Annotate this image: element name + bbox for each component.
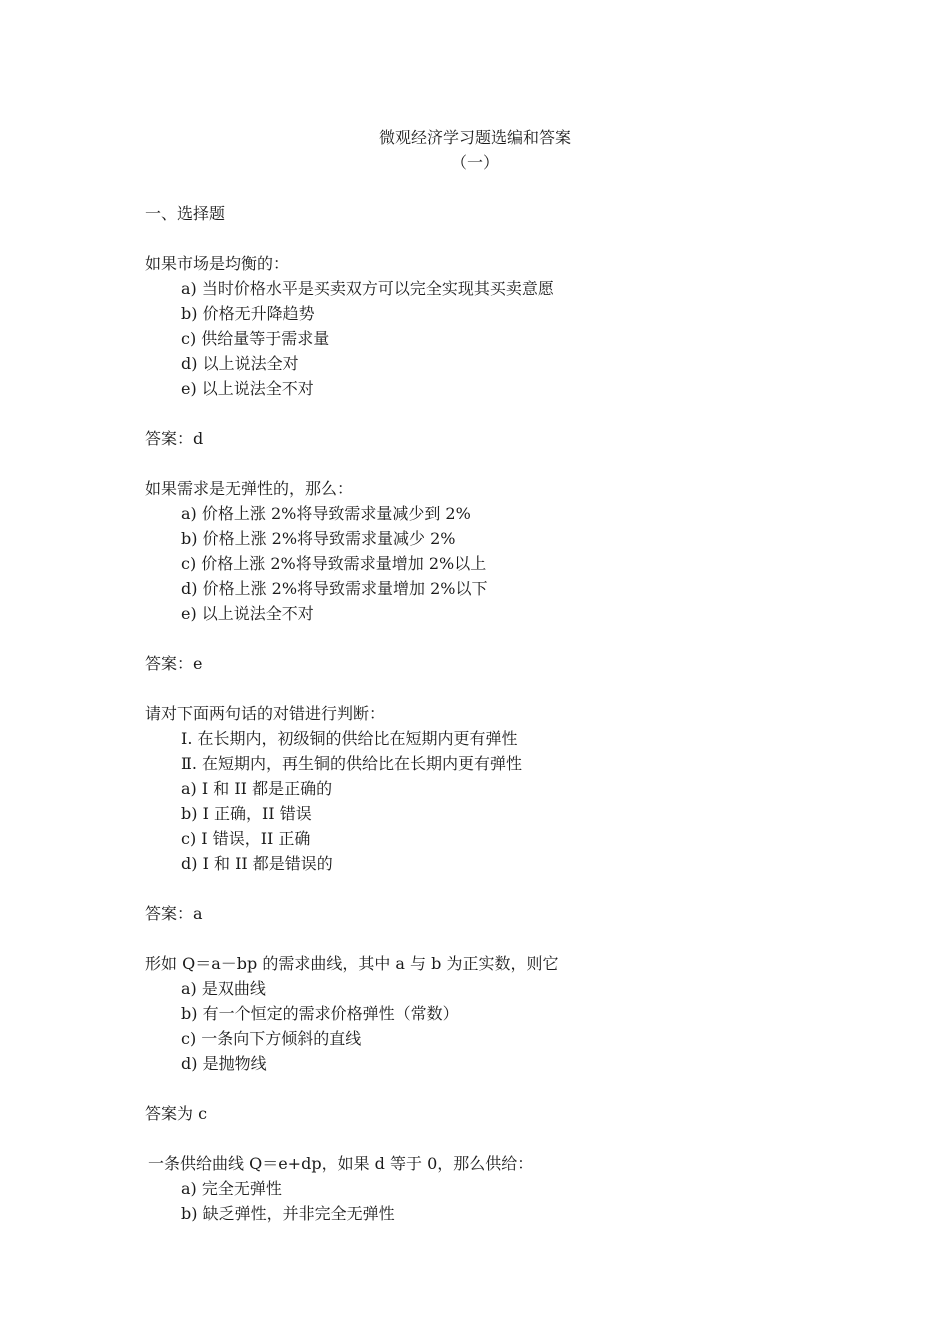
question-block	[145, 251, 845, 476]
question-answer: 答案：d	[145, 429, 204, 448]
question-option: a) 价格上涨 2%将导致需求量减少到 2%	[181, 504, 471, 523]
question-option: c) I 错误，II 正确	[181, 829, 311, 848]
question-block	[145, 1151, 845, 1226]
question-option: b) I 正确，II 错误	[181, 804, 312, 823]
question-answer: 答案：e	[145, 654, 203, 673]
question-option: b) 价格上涨 2%将导致需求量减少 2%	[181, 529, 456, 548]
question-option: d) I 和 II 都是错误的	[181, 854, 333, 873]
question-statement: Ⅰ. 在长期内，初级铜的供给比在短期内更有弹性	[181, 729, 518, 748]
question-option: d) 以上说法全对	[181, 354, 299, 373]
question-statement: Ⅱ. 在短期内，再生铜的供给比在长期内更有弹性	[181, 754, 523, 773]
question-option: c) 价格上涨 2%将导致需求量增加 2%以上	[181, 554, 487, 573]
document-body	[145, 201, 845, 1226]
question-block	[145, 476, 845, 701]
question-option: b) 有一个恒定的需求价格弹性（常数）	[181, 1004, 459, 1023]
question-option: a) I 和 II 都是正确的	[181, 779, 333, 798]
question-option: d) 是抛物线	[181, 1054, 267, 1073]
question-stem: 如果市场是均衡的：	[145, 254, 290, 273]
question-stem: 一条供给曲线 Q＝e+dp，如果 d 等于 0，那么供给：	[148, 1154, 534, 1173]
document-title: 微观经济学习题选编和答案	[378, 128, 571, 147]
section-heading: 一、选择题	[145, 204, 226, 223]
document-subtitle: （一）	[450, 153, 499, 172]
question-option: d) 价格上涨 2%将导致需求量增加 2%以下	[181, 579, 488, 598]
question-option: b) 缺乏弹性，并非完全无弹性	[181, 1204, 395, 1223]
question-block	[145, 951, 845, 1151]
question-option: c) 供给量等于需求量	[181, 329, 330, 348]
question-answer: 答案为 c	[145, 1104, 208, 1123]
question-block	[145, 701, 845, 951]
question-option: c) 一条向下方倾斜的直线	[181, 1029, 362, 1048]
question-option: a) 是双曲线	[181, 979, 266, 998]
question-option: b) 价格无升降趋势	[181, 304, 315, 323]
question-stem: 如果需求是无弹性的，那么：	[145, 479, 354, 498]
question-stem: 形如 Q＝a－bp 的需求曲线，其中 a 与 b 为正实数，则它	[145, 954, 559, 973]
question-option: a) 当时价格水平是买卖双方可以完全实现其买卖意愿	[181, 279, 554, 298]
question-option: a) 完全无弹性	[181, 1179, 282, 1198]
question-option: e) 以上说法全不对	[181, 604, 314, 623]
question-option: e) 以上说法全不对	[181, 379, 314, 398]
question-stem: 请对下面两句话的对错进行判断：	[145, 704, 386, 723]
question-answer: 答案：a	[145, 904, 203, 923]
